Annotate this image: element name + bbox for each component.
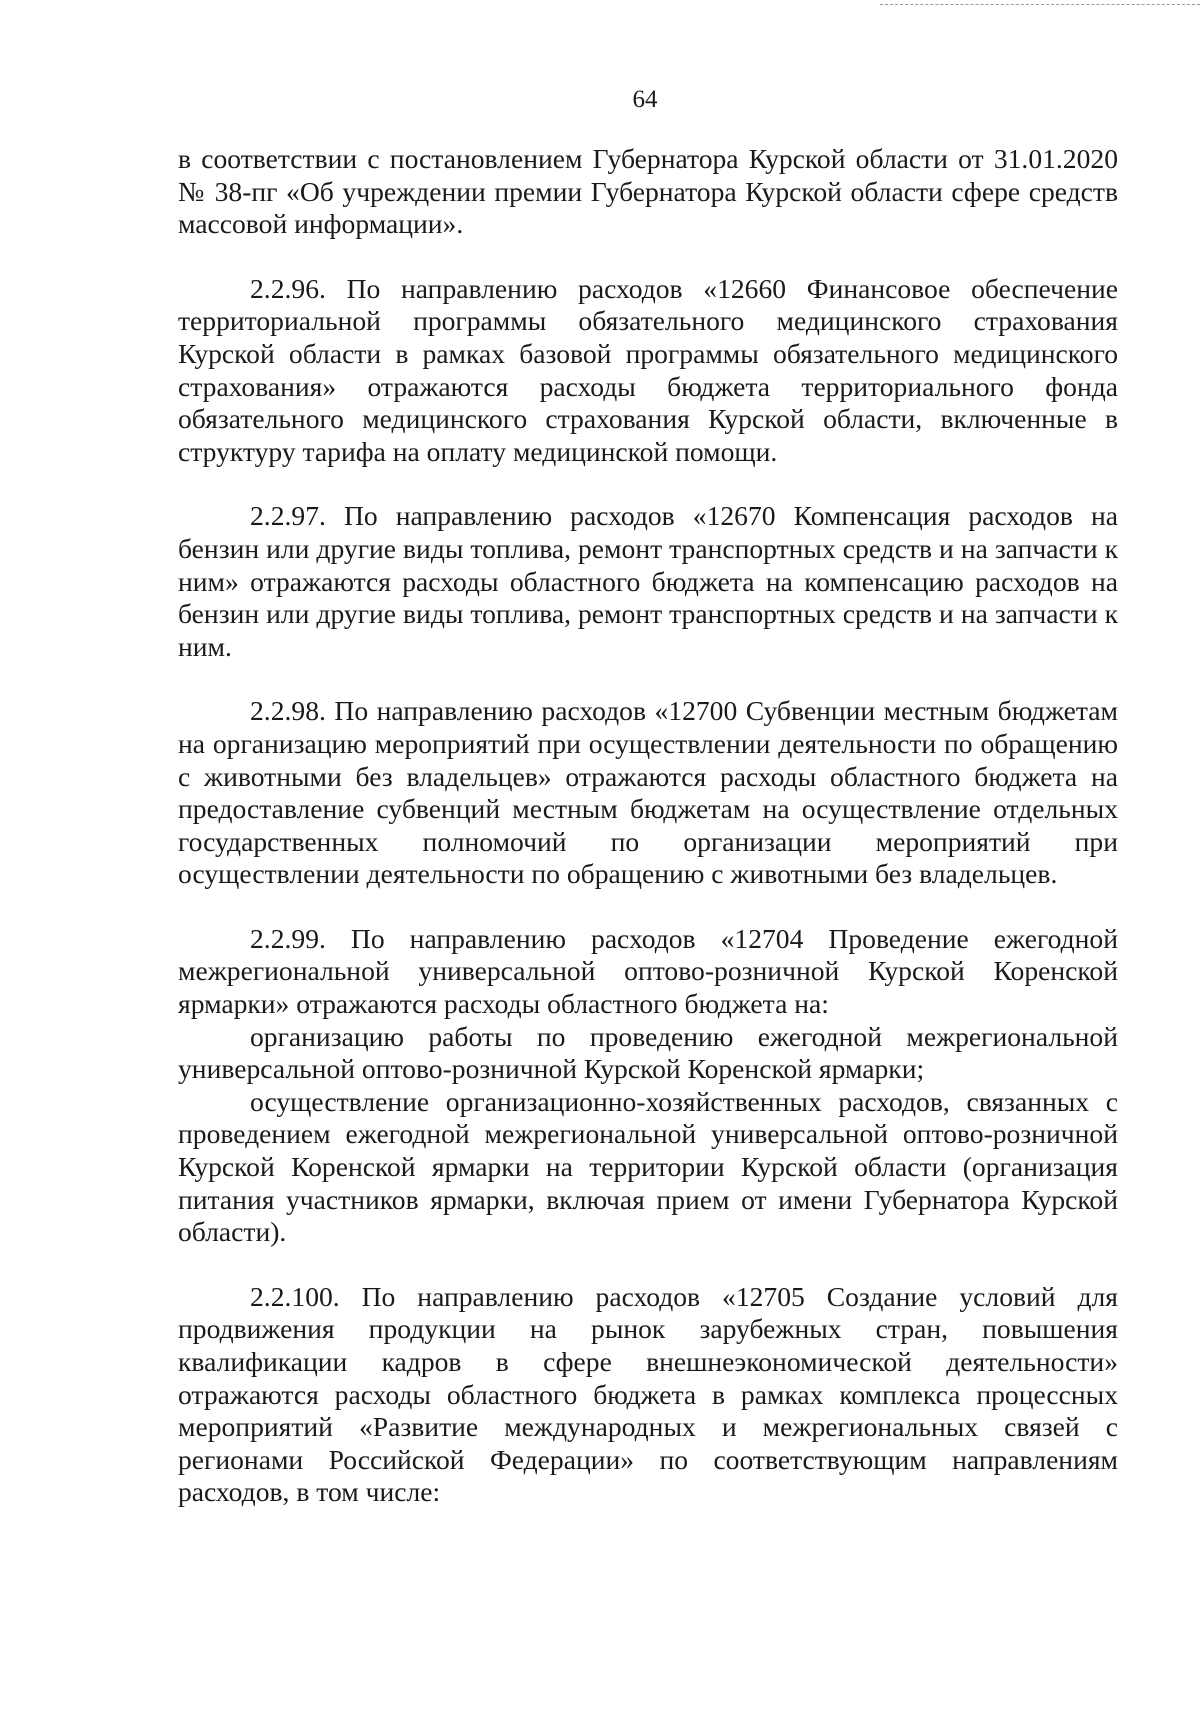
scan-edge-line — [880, 4, 1200, 5]
paragraph-continuation: в соответствии с постановлением Губернатора Курской области от 31.01.2020 № 38-пг «Об учреждении премии Губернатора Курской области сфере средств массовой информации». — [178, 143, 1118, 240]
paragraph-2-2-99: 2.2.99. По направлению расходов «12704 Проведение ежегодной межрегиональной универсальной оптово-розничной Курской Коренской ярмарки» отражаются расходы областного бюджета на: — [178, 922, 1118, 1020]
paragraph-2-2-98: 2.2.98. По направлению расходов «12700 Субвенции местным бюджетам на организацию мероприятий при осуществлении деятельности по обращению с животными без владельцев» отражаются расходы областного бюджета на предоставление субвенций местным бюджетам на осуществление отдельных государственных полномочий по организации мероприятий при осуществлении деятельности по обращению с животными без владельцев. — [178, 695, 1118, 890]
paragraph-2-2-99-item-2: осуществление организационно-хозяйственных расходов, связанных с проведением ежегодной межрегиональной универсальной оптово-розничной Курской Коренской ярмарки на территории Курской области (организация питания участников ярмарки, включая прием от имени Губернатора Курской области). — [178, 1085, 1118, 1248]
paragraph-2-2-99-item-1: организацию работы по проведению ежегодной межрегиональной универсальной оптово-розничной Курской Коренской ярмарки; — [178, 1020, 1118, 1085]
page-number: 64 — [632, 86, 658, 113]
document-body — [178, 143, 1118, 1509]
paragraph-2-2-96: 2.2.96. По направлению расходов «12660 Финансовое обеспечение территориальной программы обязательного медицинского страхования Курской области в рамках базовой программы обязательного медицинского страхования» отражаются расходы бюджета территориального фонда обязательного медицинского страхования Курской области, включенные в структуру тарифа на оплату медицинской помощи. — [178, 272, 1118, 467]
paragraph-2-2-97: 2.2.97. По направлению расходов «12670 Компенсация расходов на бензин или другие виды топлива, ремонт транспортных средств и на запчасти к ним» отражаются расходы областного бюджета на компенсацию расходов на бензин или другие виды топлива, ремонт транспортных средств и на запчасти к ним. — [178, 500, 1118, 662]
paragraph-2-2-100: 2.2.100. По направлению расходов «12705 Создание условий для продвижения продукции на рынок зарубежных стран, повышения квалификации кадров в сфере внешнеэкономической деятельности» отражаются расходы областного бюджета в рамках комплекса процессных мероприятий «Развитие международных и межрегиональных связей с регионами Российской Федерации» по соответствующим направлениям расходов, в том числе: — [178, 1280, 1118, 1508]
